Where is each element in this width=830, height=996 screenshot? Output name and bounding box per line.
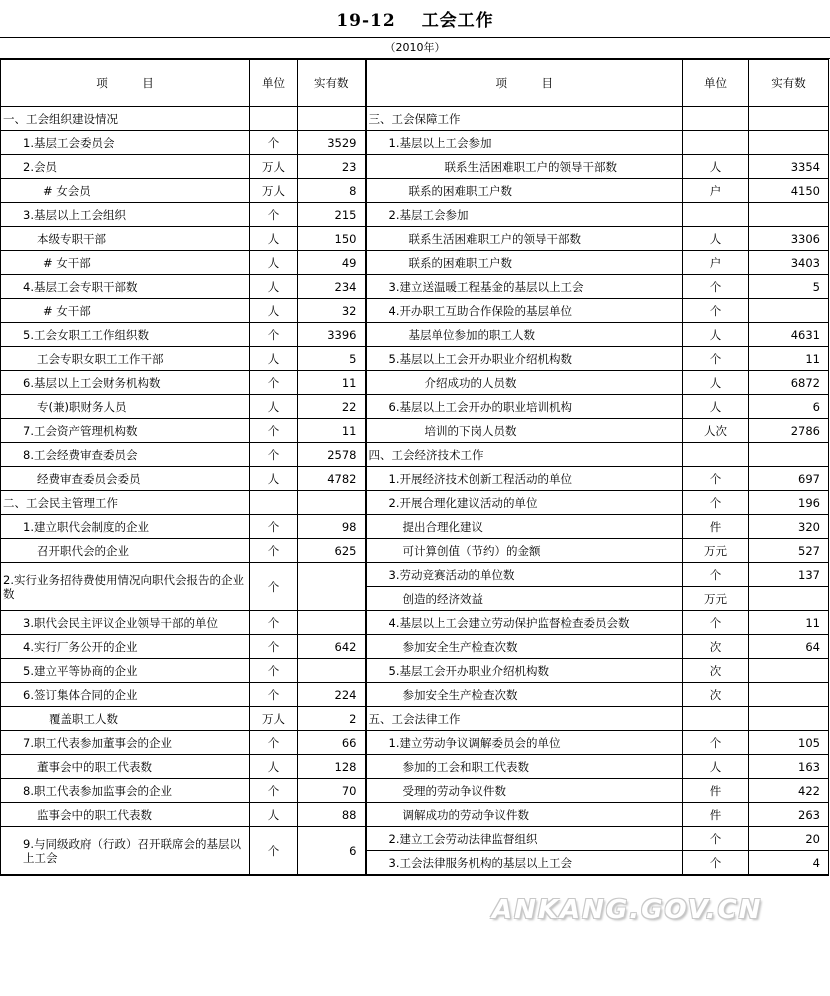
right-unit-cell: 个 [683,467,749,491]
left-unit-cell: 个 [250,683,298,707]
left-value-cell: 11 [298,371,366,395]
table-row [1,707,829,731]
left-value-cell: 150 [298,227,366,251]
right-unit-cell: 万元 [683,587,749,611]
table-row [1,563,829,587]
left-unit-cell: 人 [250,275,298,299]
header-value-left: 实有数 [298,60,366,107]
left-item-cell: 监事会中的职工代表数 [1,803,250,827]
right-item-cell: 2.开展合理化建议活动的单位 [366,491,683,515]
header-unit-right: 单位 [683,60,749,107]
right-unit-cell: 次 [683,635,749,659]
right-item-cell: 受理的劳动争议件数 [366,779,683,803]
left-value-cell: 128 [298,755,366,779]
left-item-cell: 3.职代会民主评议企业领导干部的单位 [1,611,250,635]
title-row [0,0,830,38]
left-value-cell: 49 [298,251,366,275]
site-watermark: ANKANG.GOV.CN [492,895,763,925]
left-value-cell [298,659,366,683]
right-item-cell: 4.开办职工互助合作保险的基层单位 [366,299,683,323]
right-item-cell: 创造的经济效益 [366,587,683,611]
right-value-cell: 20 [749,827,829,851]
right-item-cell: 2.建立工会劳动法律监督组织 [366,827,683,851]
right-unit-cell: 个 [683,827,749,851]
right-unit-cell: 万元 [683,539,749,563]
right-item-cell: 参加的工会和职工代表数 [366,755,683,779]
left-value-cell: 2 [298,707,366,731]
right-item-cell: 5.基层工会开办职业介绍机构数 [366,659,683,683]
left-item-cell: 8.工会经费审查委员会 [1,443,250,467]
left-value-cell: 625 [298,539,366,563]
left-item-cell: 专(兼)职财务人员 [1,395,250,419]
right-value-cell [749,683,829,707]
right-unit-cell: 个 [683,347,749,371]
right-item-cell: 联系的困难职工户数 [366,179,683,203]
right-unit-cell: 人 [683,395,749,419]
right-item-cell: 1.开展经济技术创新工程活动的单位 [366,467,683,491]
left-unit-cell: 万人 [250,707,298,731]
left-item-cell: 8.职工代表参加监事会的企业 [1,779,250,803]
left-unit-cell: 人 [250,467,298,491]
left-value-cell: 224 [298,683,366,707]
left-value-cell: 32 [298,299,366,323]
left-unit-cell: 个 [250,203,298,227]
right-unit-cell: 人 [683,323,749,347]
left-value-cell [298,107,366,131]
right-item-cell: 调解成功的劳动争议件数 [366,803,683,827]
right-item-cell: 基层单位参加的职工人数 [366,323,683,347]
right-item-cell: 1.基层以上工会参加 [366,131,683,155]
right-unit-cell: 件 [683,803,749,827]
table-row [1,227,829,251]
right-value-cell: 6872 [749,371,829,395]
table-row [1,131,829,155]
left-value-cell [298,563,366,611]
table-row [1,299,829,323]
right-item-cell: 三、工会保障工作 [366,107,683,131]
right-item-cell: 4.基层以上工会建立劳动保护监督检查委员会数 [366,611,683,635]
left-unit-cell: 个 [250,371,298,395]
right-unit-cell: 次 [683,683,749,707]
left-item-cell: 4.实行厂务公开的企业 [1,635,250,659]
left-item-cell: 1.基层工会委员会 [1,131,250,155]
left-value-cell: 2578 [298,443,366,467]
right-value-cell [749,131,829,155]
left-unit-cell: 个 [250,323,298,347]
left-unit-cell: 人 [250,803,298,827]
left-item-cell: 7.职工代表参加董事会的企业 [1,731,250,755]
right-value-cell: 3403 [749,251,829,275]
right-item-cell: 1.建立劳动争议调解委员会的单位 [366,731,683,755]
table-row [1,275,829,299]
left-item-cell: 二、工会民主管理工作 [1,491,250,515]
right-unit-cell: 人 [683,371,749,395]
left-unit-cell: 万人 [250,155,298,179]
right-value-cell: 5 [749,275,829,299]
right-value-cell: 527 [749,539,829,563]
left-unit-cell: 人 [250,299,298,323]
right-unit-cell: 次 [683,659,749,683]
right-item-cell: 6.基层以上工会开办的职业培训机构 [366,395,683,419]
right-unit-cell: 个 [683,851,749,876]
left-unit-cell: 个 [250,659,298,683]
year-label: （2010年） [0,38,830,59]
right-item-cell: 联系的困难职工户数 [366,251,683,275]
right-unit-cell [683,203,749,227]
right-unit-cell: 件 [683,515,749,539]
right-value-cell: 196 [749,491,829,515]
left-value-cell: 11 [298,419,366,443]
table-row [1,419,829,443]
left-item-cell: 本级专职干部 [1,227,250,251]
table-row [1,755,829,779]
left-unit-cell: 个 [250,515,298,539]
table-row [1,683,829,707]
left-value-cell: 22 [298,395,366,419]
right-value-cell: 4631 [749,323,829,347]
left-item-cell: 经费审查委员会委员 [1,467,250,491]
table-row [1,203,829,227]
left-item-cell: # 女干部 [1,299,250,323]
right-item-cell: 3.劳动竞赛活动的单位数 [366,563,683,587]
left-unit-cell: 人 [250,251,298,275]
left-item-cell: 一、工会组织建设情况 [1,107,250,131]
left-unit-cell [250,107,298,131]
table-number: 19-12 [336,11,396,31]
table-row [1,371,829,395]
left-item-cell: 董事会中的职工代表数 [1,755,250,779]
left-item-cell: 5.建立平等协商的企业 [1,659,250,683]
right-item-cell: 3.工会法律服务机构的基层以上工会 [366,851,683,876]
right-value-cell [749,659,829,683]
table-row [1,539,829,563]
right-unit-cell: 个 [683,491,749,515]
left-item-cell: 6.基层以上工会财务机构数 [1,371,250,395]
left-item-cell: 覆盖职工人数 [1,707,250,731]
left-unit-cell: 个 [250,827,298,876]
right-value-cell: 4 [749,851,829,876]
left-item-cell: 9.与同级政府（行政）召开联席会的基层以上工会 [1,827,250,876]
left-unit-cell: 人 [250,395,298,419]
right-value-cell: 105 [749,731,829,755]
right-item-cell: 联系生活困难职工户的领导干部数 [366,227,683,251]
right-value-cell: 11 [749,611,829,635]
left-unit-cell: 个 [250,419,298,443]
table-row [1,515,829,539]
table-row [1,659,829,683]
right-item-cell: 5.基层以上工会开办职业介绍机构数 [366,347,683,371]
left-unit-cell: 人 [250,755,298,779]
right-unit-cell: 户 [683,179,749,203]
right-item-cell: 五、工会法律工作 [366,707,683,731]
left-unit-cell: 个 [250,539,298,563]
left-value-cell: 5 [298,347,366,371]
right-unit-cell: 个 [683,611,749,635]
header-row [1,60,829,107]
right-unit-cell [683,443,749,467]
right-item-cell: 介绍成功的人员数 [366,371,683,395]
left-item-cell: # 女会员 [1,179,250,203]
right-unit-cell: 人 [683,755,749,779]
table-row [1,107,829,131]
left-unit-cell: 万人 [250,179,298,203]
left-unit-cell: 个 [250,731,298,755]
right-item-cell: 可计算创值（节约）的金额 [366,539,683,563]
table-row [1,323,829,347]
left-unit-cell: 个 [250,611,298,635]
right-value-cell: 3306 [749,227,829,251]
right-item-cell: 3.建立送温暖工程基金的基层以上工会 [366,275,683,299]
left-value-cell: 8 [298,179,366,203]
right-value-cell [749,299,829,323]
table-row [1,467,829,491]
right-unit-cell: 人 [683,227,749,251]
right-item-cell: 参加安全生产检查次数 [366,635,683,659]
table-row [1,491,829,515]
table-row [1,611,829,635]
right-value-cell [749,587,829,611]
left-value-cell: 66 [298,731,366,755]
right-value-cell: 64 [749,635,829,659]
table-row [1,395,829,419]
table-row [1,443,829,467]
right-value-cell [749,443,829,467]
left-item-cell: 2.实行业务招待费使用情况向职代会报告的企业数 [1,563,250,611]
right-value-cell [749,203,829,227]
left-value-cell: 4782 [298,467,366,491]
left-item-cell: 6.签订集体合同的企业 [1,683,250,707]
left-value-cell: 98 [298,515,366,539]
left-value-cell: 23 [298,155,366,179]
page-title [336,6,493,31]
right-value-cell: 11 [749,347,829,371]
right-unit-cell [683,707,749,731]
left-value-cell: 234 [298,275,366,299]
left-value-cell: 3529 [298,131,366,155]
left-value-cell: 70 [298,779,366,803]
left-unit-cell: 人 [250,227,298,251]
right-unit-cell [683,107,749,131]
header-unit-left: 单位 [250,60,298,107]
right-unit-cell: 个 [683,299,749,323]
right-value-cell: 137 [749,563,829,587]
table-row [1,179,829,203]
header-item-left: 项 目 [1,60,250,107]
left-unit-cell [250,491,298,515]
right-unit-cell: 人 [683,155,749,179]
left-unit-cell: 个 [250,779,298,803]
right-value-cell: 2786 [749,419,829,443]
right-unit-cell [683,131,749,155]
right-item-cell: 四、工会经济技术工作 [366,443,683,467]
left-value-cell: 642 [298,635,366,659]
right-value-cell: 422 [749,779,829,803]
table-row [1,803,829,827]
right-value-cell: 263 [749,803,829,827]
right-item-cell: 2.基层工会参加 [366,203,683,227]
left-value-cell: 6 [298,827,366,876]
left-item-cell: 3.基层以上工会组织 [1,203,250,227]
left-item-cell: 7.工会资产管理机构数 [1,419,250,443]
left-item-cell: 1.建立职代会制度的企业 [1,515,250,539]
right-item-cell: 联系生活困难职工户的领导干部数 [366,155,683,179]
table-row [1,251,829,275]
left-value-cell: 215 [298,203,366,227]
left-unit-cell: 个 [250,635,298,659]
left-item-cell: # 女干部 [1,251,250,275]
right-value-cell: 6 [749,395,829,419]
left-unit-cell: 个 [250,131,298,155]
right-unit-cell: 个 [683,275,749,299]
table-title: 工会工作 [421,11,494,31]
right-value-cell [749,707,829,731]
right-value-cell: 163 [749,755,829,779]
right-value-cell: 3354 [749,155,829,179]
right-value-cell: 697 [749,467,829,491]
table-row [1,347,829,371]
right-value-cell: 320 [749,515,829,539]
left-item-cell: 2.会员 [1,155,250,179]
left-item-cell: 5.工会女职工工作组织数 [1,323,250,347]
right-item-cell: 培训的下岗人员数 [366,419,683,443]
header-value-right: 实有数 [749,60,829,107]
right-item-cell: 提出合理化建议 [366,515,683,539]
left-unit-cell: 个 [250,563,298,611]
right-value-cell: 4150 [749,179,829,203]
left-item-cell: 召开职代会的企业 [1,539,250,563]
right-unit-cell: 个 [683,731,749,755]
right-item-cell: 参加安全生产检查次数 [366,683,683,707]
table-row [1,155,829,179]
header-item-right: 项 目 [366,60,683,107]
left-value-cell: 88 [298,803,366,827]
table-row [1,731,829,755]
union-work-table [0,59,829,876]
right-unit-cell: 户 [683,251,749,275]
right-unit-cell: 人次 [683,419,749,443]
left-value-cell [298,611,366,635]
left-value-cell [298,491,366,515]
left-item-cell: 4.基层工会专职干部数 [1,275,250,299]
table-row [1,827,829,851]
table-row [1,779,829,803]
right-value-cell [749,107,829,131]
right-unit-cell: 个 [683,563,749,587]
left-unit-cell: 个 [250,443,298,467]
left-value-cell: 3396 [298,323,366,347]
left-item-cell: 工会专职女职工工作干部 [1,347,250,371]
table-row [1,635,829,659]
left-unit-cell: 人 [250,347,298,371]
right-unit-cell: 件 [683,779,749,803]
